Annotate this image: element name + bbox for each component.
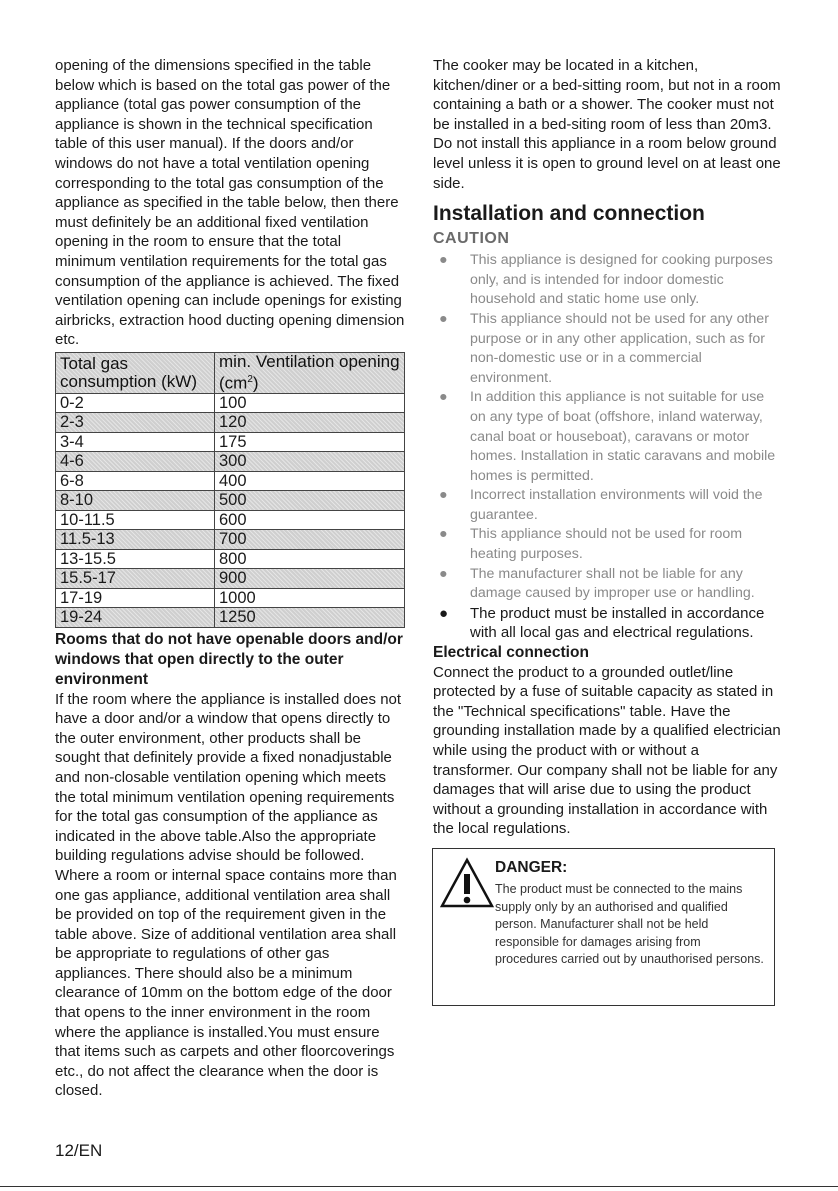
list-item: ● This appliance should not be used for room heating purposes. xyxy=(439,526,743,563)
ventilation-cell: 120 xyxy=(215,413,405,433)
table-row xyxy=(56,608,405,628)
gas-cell: 17-19 xyxy=(56,588,215,608)
bullet-icon: ● xyxy=(439,252,448,269)
bullet-icon: ● xyxy=(439,604,449,622)
bullet-icon: ● xyxy=(439,310,448,327)
table-row xyxy=(56,530,405,550)
bullet-icon: ● xyxy=(439,526,448,543)
table-row xyxy=(56,510,405,530)
left-column xyxy=(55,56,405,1101)
section-title: Installation and connection xyxy=(433,202,705,226)
table-header-row xyxy=(56,352,405,393)
gas-cell: 8-10 xyxy=(56,491,215,511)
gas-cell: 4-6 xyxy=(56,452,215,472)
location-paragraph: The cooker may be located in a kitchen, kitchen/diner or a bed-sitting room, but not in a room containing a bath or a shower. The cooker must not be installed in a bed-siting room of less than 20m3. xyxy=(433,57,781,133)
gas-cell: 3-4 xyxy=(56,432,215,452)
caution-label: CAUTION xyxy=(433,230,510,248)
bottom-rule xyxy=(0,1186,838,1187)
danger-title: DANGER: xyxy=(495,859,568,876)
list-item: ● Incorrect installation environments will void the guarantee. xyxy=(439,487,763,523)
ventilation-table xyxy=(55,352,405,628)
ground-level-paragraph: Do not install this appliance in a room below ground level unless it is open to ground level on at least one side. xyxy=(433,135,781,192)
gas-cell: 15.5-17 xyxy=(56,569,215,589)
danger-box xyxy=(432,848,775,1006)
ventilation-cell: 900 xyxy=(215,569,405,589)
warning-triangle-icon xyxy=(439,857,495,909)
table-row xyxy=(56,491,405,511)
ventilation-cell: 1250 xyxy=(215,608,405,628)
table-row xyxy=(56,432,405,452)
bullet-icon: ● xyxy=(439,389,448,406)
electrical-heading: Electrical connection xyxy=(433,644,589,662)
list-item: ● In addition this appliance is not suitable for use on any type of boat (offshore, inland waterway, canal boat or houseboat), caravans or motor homes. Installation in static caravans and mobile homes is permitted. xyxy=(439,389,776,484)
gas-cell: 19-24 xyxy=(56,608,215,628)
list-item: ● This appliance is designed for cooking purposes only, and is intended for indoor domestic household and static home use only. xyxy=(439,252,773,308)
danger-text: The product must be connected to the mains supply only by an authorised and qualified person. Manufacturer shall not be held responsible for damages arising from procedures carried out by unauthorised persons. xyxy=(495,882,764,966)
bullet-icon: ● xyxy=(439,487,448,504)
rooms-heading: Rooms that do not have openable doors and/or windows that open directly to the outer environment xyxy=(55,630,403,688)
page-number: 12/EN xyxy=(55,1141,103,1160)
ventilation-cell: 100 xyxy=(215,393,405,413)
ventilation-cell: 300 xyxy=(215,452,405,472)
rooms-paragraph-2: Where a room or internal space contains more than one gas appliance, additional ventilation area shall be provided on top of the requirement given in the table above. Size of additional ventilation area shall be appropriate to regulations of other gas appliances. There should also be a minimum clearance of 10mm on the bottom edge of the door that opens to the inner environment in the room where the appliance is installed.You must ensure that items such as carpets and other floorcoverings etc., do not affect the clearance when the door is closed. xyxy=(55,866,397,1100)
ventilation-cell: 1000 xyxy=(215,588,405,608)
gas-cell: 10-11.5 xyxy=(56,510,215,530)
ventilation-cell: 400 xyxy=(215,471,405,491)
gas-cell: 11.5-13 xyxy=(56,530,215,550)
ventilation-cell: 500 xyxy=(215,491,405,511)
table-row xyxy=(56,393,405,413)
table-row xyxy=(56,549,405,569)
header-gas-consumption: Total gas consumption (kW) xyxy=(56,352,215,393)
gas-cell: 6-8 xyxy=(56,471,215,491)
gas-cell: 13-15.5 xyxy=(56,549,215,569)
gas-cell: 0-2 xyxy=(56,393,215,413)
list-item: ● The product must be installed in accordance with all local gas and electrical regulations. xyxy=(439,604,765,642)
ventilation-cell: 800 xyxy=(215,549,405,569)
table-row xyxy=(56,452,405,472)
caution-list xyxy=(433,251,783,643)
bullet-icon: ● xyxy=(439,565,448,582)
list-item: ● This appliance should not be used for any other purpose or in any other application, such as for non-domestic use or in a commercial environment. xyxy=(439,310,769,386)
table-row xyxy=(56,471,405,491)
ventilation-cell: 700 xyxy=(215,530,405,550)
ventilation-cell: 175 xyxy=(215,432,405,452)
right-column xyxy=(433,56,783,839)
electrical-paragraph: Connect the product to a grounded outlet/line protected by a fuse of suitable capacity as stated in the "Technical specifications" table. Have the grounding installation made by a qualified electrician while using the product with or without a transformer. Our company shall not be liable for any damages that will arise due to using the product without a grounding installation in accordance with the local regulations. xyxy=(433,663,781,838)
table-row xyxy=(56,569,405,589)
ventilation-cell: 600 xyxy=(215,510,405,530)
table-row xyxy=(56,413,405,433)
list-item: ● The manufacturer shall not be liable for any damage caused by improper use or handling. xyxy=(439,565,755,602)
gas-cell: 2-3 xyxy=(56,413,215,433)
ventilation-intro-paragraph: opening of the dimensions specified in the table below which is based on the total gas power of the appliance (total gas power consumption of the appliance is shown in the technical specification table of this user manual). If the doors and/or windows do not have a total ventilation opening corresponding to the total gas consumption of the appliance as specified in the table below, then there must definitely be an additional fixed ventilation opening in the room to ensure that the total minimum ventilation requirements for the total gas consumption of the appliance is achieved. The fixed ventilation opening can include openings for existing airbricks, extraction hood ducting opening dimension etc. xyxy=(55,57,405,349)
table-row xyxy=(56,588,405,608)
rooms-paragraph-1: If the room where the appliance is installed does not have a door and/or a window that opens directly to the outer environment, other products shall be sought that definitely provide a fixed nonadjustable and non-closable ventilation opening which meets the total minimum ventilation opening requirements for the total gas consumption of the appliance as indicated in the above table.Also the appropriate building regulations advise should be followed. xyxy=(55,690,402,865)
header-ventilation-opening: min. Ventilation opening $(cm^2)$ xyxy=(215,352,405,393)
